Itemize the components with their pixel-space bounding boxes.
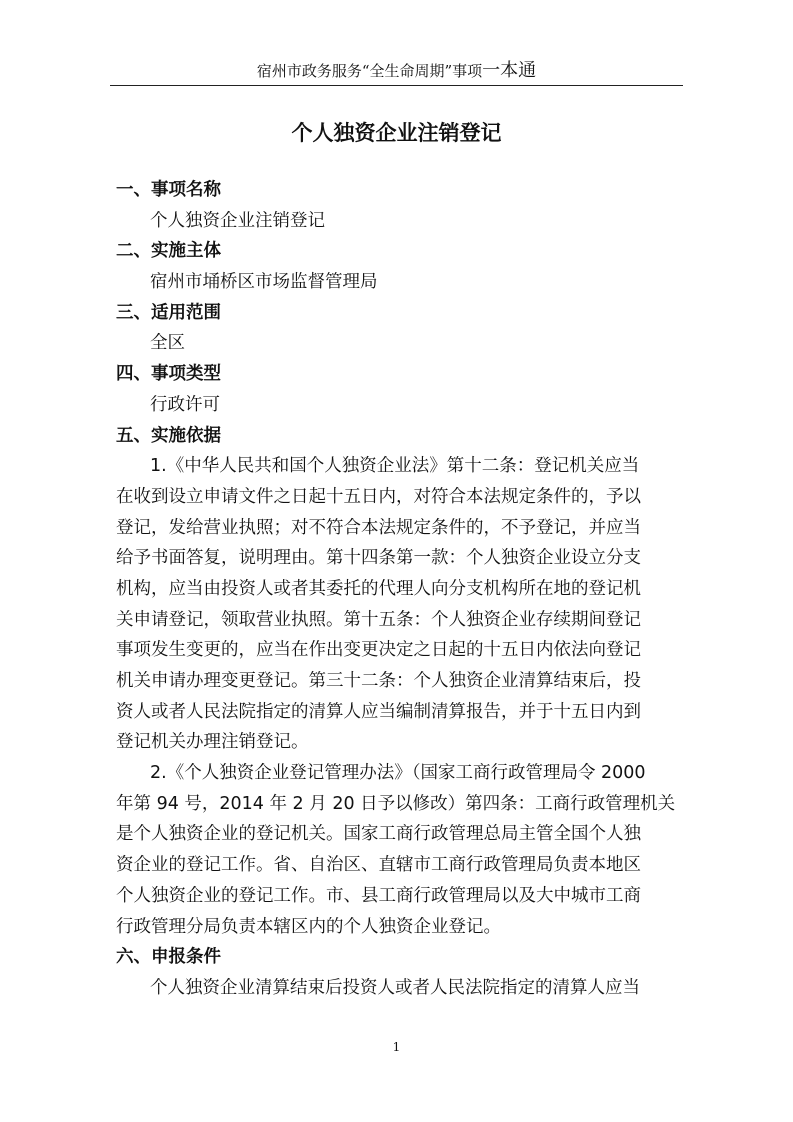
paragraph-line: 个人独资企业的登记工作。市、县工商行政管理局以及大中城市工商: [116, 885, 641, 906]
page-number: 1: [392, 1040, 401, 1054]
section-body-implementing-body: 宿州市埇桥区市场监督管理局: [150, 272, 378, 293]
paragraph-line: 是个人独资企业的登记机关。国家工商行政管理总局主管全国个人独: [116, 824, 641, 845]
paragraph-line: 机关申请办理变更登记。第三十二条：个人独资企业清算结束后，投: [116, 671, 641, 691]
paragraph-line: 给予书面答复，说明理由。第十四条第一款：个人独资企业设立分支: [116, 548, 641, 569]
section-heading-legal-basis: 五、实施依据: [116, 425, 221, 446]
paragraph-line: 资人或者人民法院指定的清算人应当编制清算报告，并于十五日内到: [116, 701, 641, 722]
section-heading-application-conditions: 六、申报条件: [116, 947, 221, 968]
paragraph-line: 在收到设立申请文件之日起十五日内，对符合本法规定条件的，予以: [116, 486, 641, 507]
section-body-application-conditions: 个人独资企业清算结束后投资人或者人民法院指定的清算人应当: [150, 977, 640, 998]
section-heading-item-type: 四、事项类型: [116, 364, 221, 385]
document-title: 个人独资企业注销登记: [291, 121, 502, 145]
paragraph-line: 事项发生变更的，应当在作出变更决定之日起的十五日内依法向登记: [116, 640, 641, 661]
running-header-prefix: 宿州市政务服务“全生命周期”事项: [256, 62, 483, 80]
legal-basis-paragraph-1: [116, 451, 685, 758]
paragraph-line: 机构，应当由投资人或者其委托的代理人向分支机构所在地的登记机: [116, 578, 641, 599]
paragraph-line: 登记机关办理注销登记。: [116, 732, 309, 753]
running-header-suffix: 一本通: [482, 60, 537, 81]
legal-basis-paragraph-2: [116, 758, 685, 942]
section-body-scope: 全区: [150, 333, 185, 354]
section-body-item-name: 个人独资企业注销登记: [150, 210, 325, 231]
paragraph-line: 登记，发给营业执照；对不符合本法规定条件的，不予登记，并应当: [116, 517, 641, 538]
running-header: [110, 60, 683, 82]
section-heading-item-name: 一、事项名称: [116, 180, 221, 200]
paragraph-line: 关申请登记，领取营业执照。第十五条：个人独资企业存续期间登记: [116, 609, 641, 630]
paragraph-line: 2.《个人独资企业登记管理办法》（国家工商行政管理局令 2000: [150, 763, 646, 784]
document-body: [116, 175, 685, 1004]
header-rule: [110, 85, 683, 86]
paragraph-line: 1.《中华人民共和国个人独资企业法》第十二条：登记机关应当: [150, 456, 640, 477]
paragraph-line: 年第 94 号，2014 年 2 月 20 日予以修改）第四条：工商行政管理机关: [116, 793, 676, 814]
paragraph-line: 行政管理分局负责本辖区内的个人独资企业登记。: [116, 916, 501, 937]
paragraph-line: 资企业的登记工作。省、自治区、直辖市工商行政管理局负责本地区: [116, 855, 641, 876]
section-body-item-type: 行政许可: [150, 394, 220, 415]
section-heading-implementing-body: 二、实施主体: [116, 241, 221, 262]
section-heading-scope: 三、适用范围: [116, 302, 221, 323]
